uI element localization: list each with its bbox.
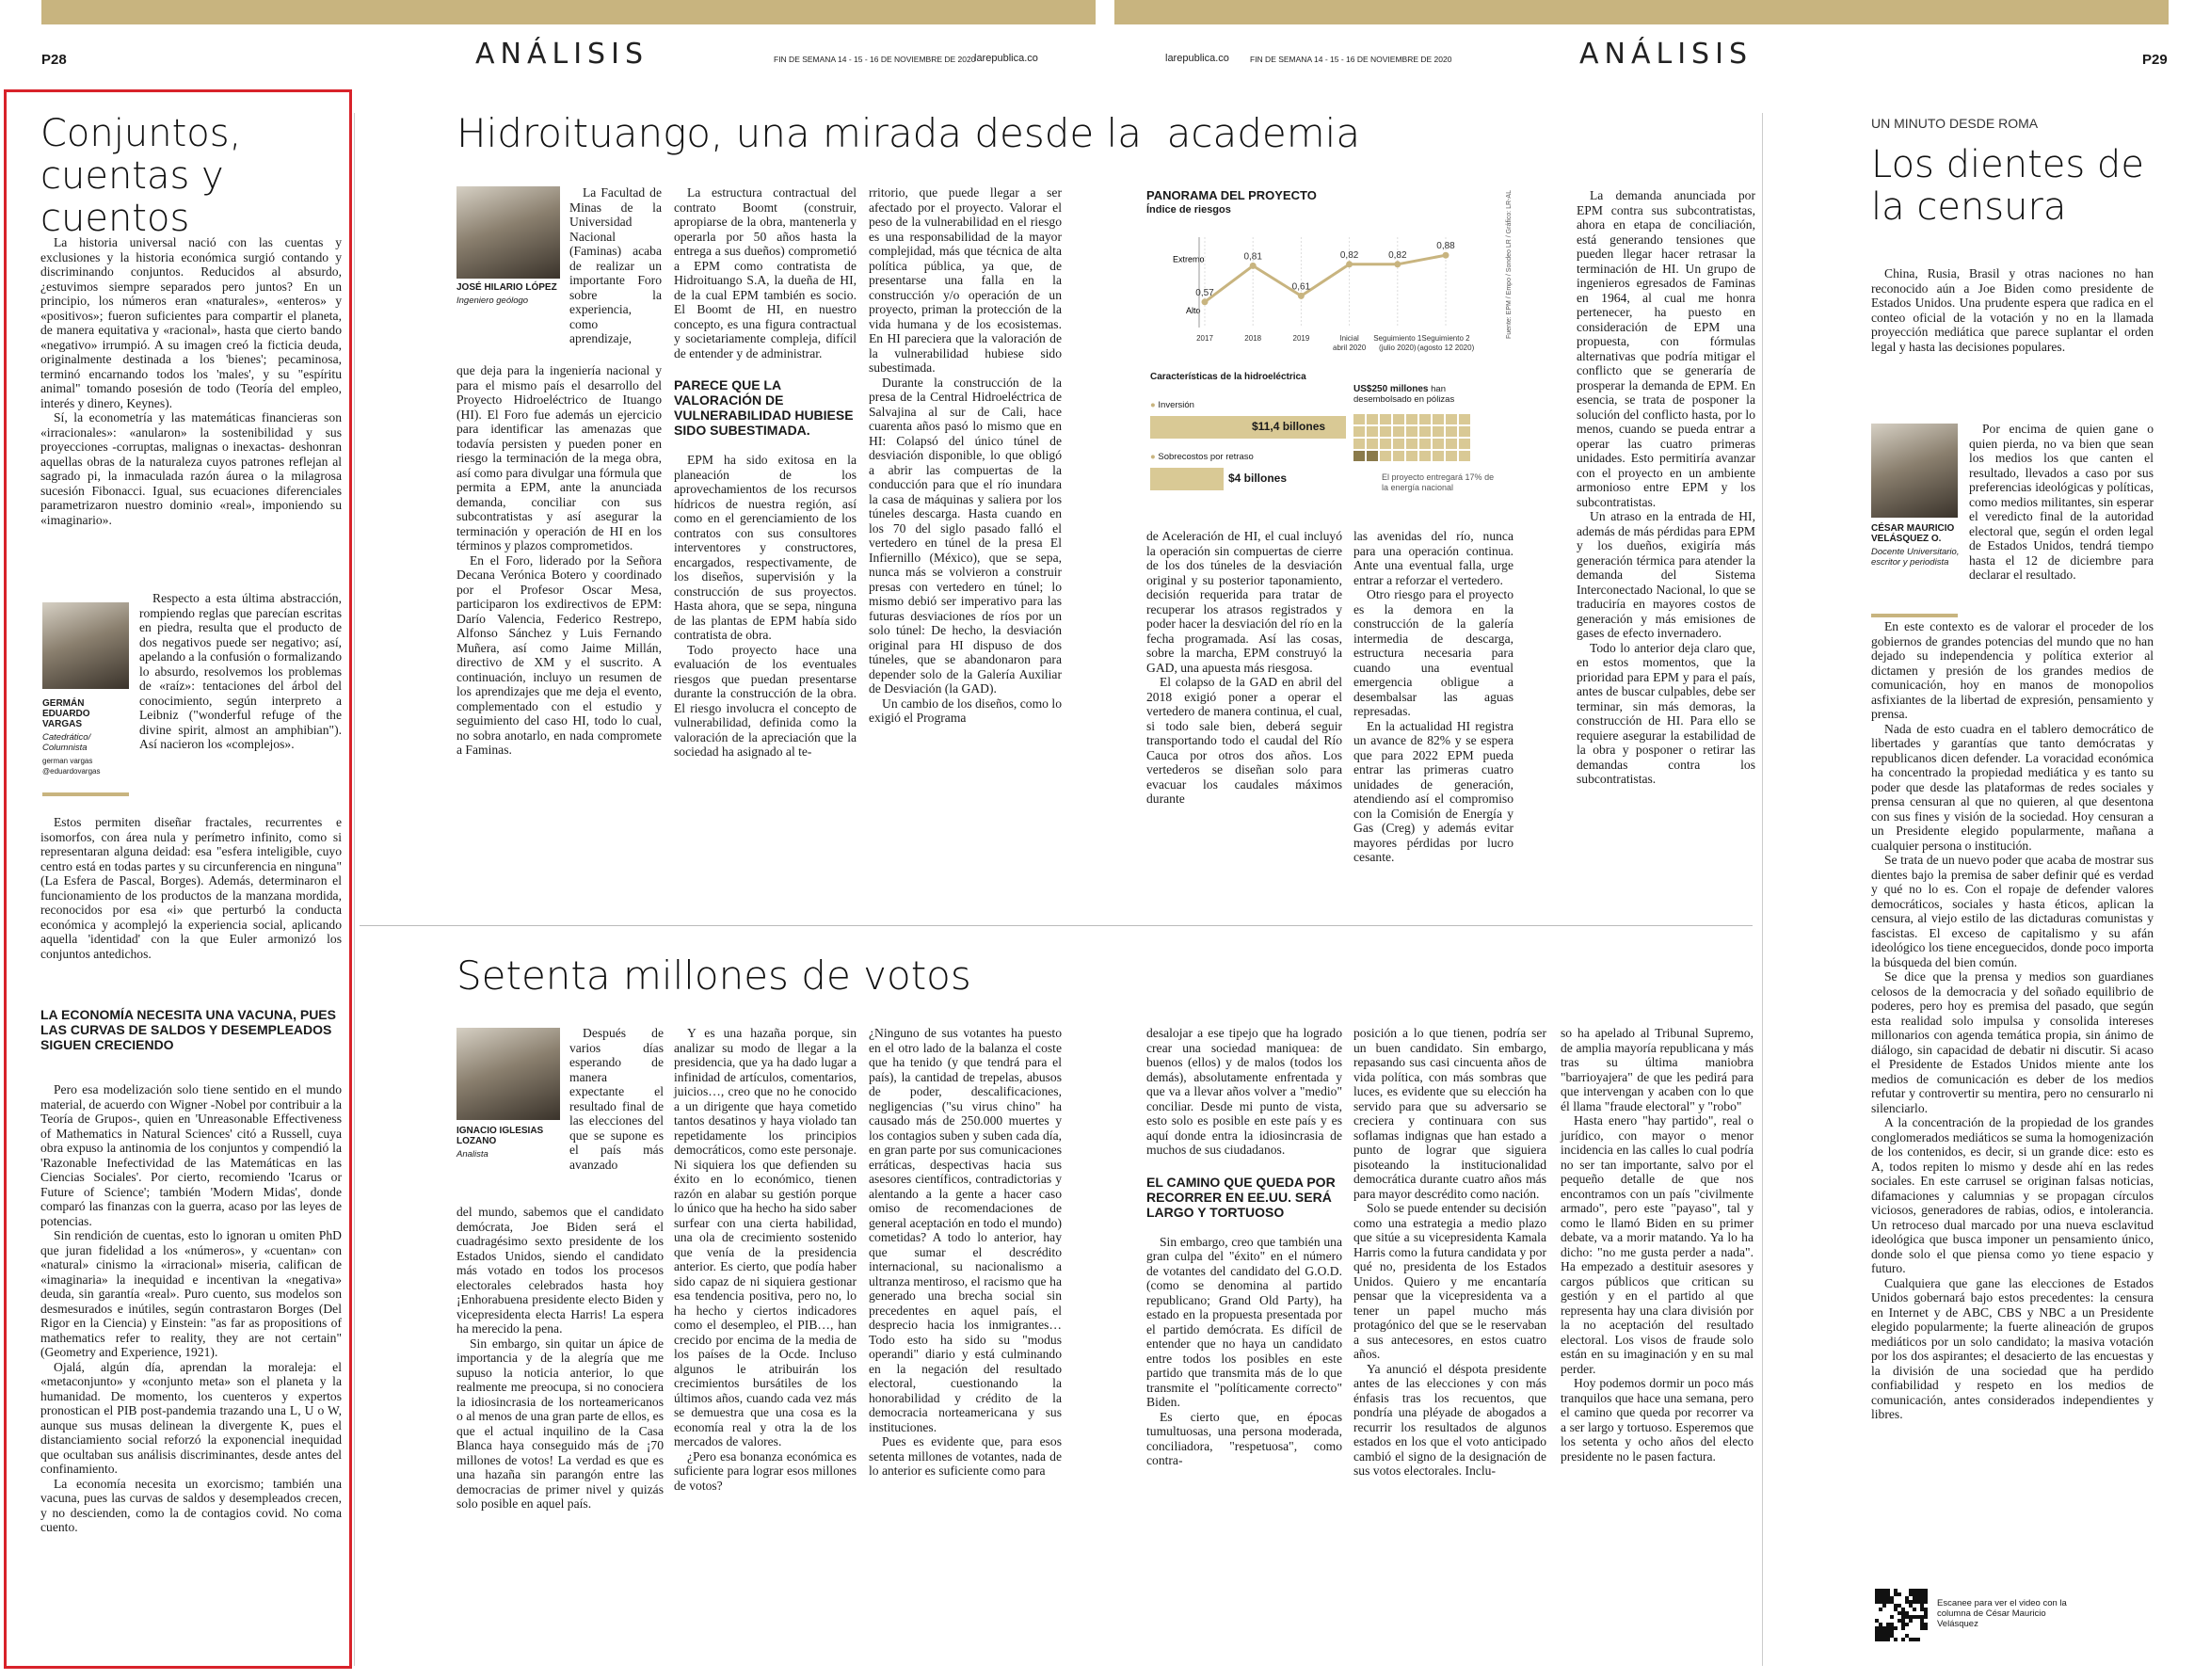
qr-cell: [1920, 1626, 1924, 1630]
energy-cell: [1367, 439, 1378, 449]
paragraph: del mundo, sabemos que el candidato demócrata, Joe Biden será el cuadragésimo sexto presidente de los Estados Unidos, siendo el candidato más votado en todos los procesos electorales celebrados hasta hoy ¡Enhorabuena presidente electo Biden y vicepresidenta electa Harris! La espera ha merecido la pena.: [456, 1205, 664, 1336]
energy-cell: [1419, 414, 1431, 424]
issue-date-right: FIN DE SEMANA 14 - 15 - 16 DE NOVIEMBRE DE 2020: [1250, 55, 1452, 64]
qr-cell: [1875, 1634, 1879, 1638]
paragraph: Todo proyecto hace una evaluación de los eventuales riesgos que puedan presentarse durante la construcción de la obra. El riesgo involucra el concepto de vulnerabilidad, definida como la valoración de la apreciación que la sociedad ha asignado al te-: [674, 642, 857, 759]
paragraph: Respecto a esta última abstracción, rompiendo reglas que parecían escritas en piedra, resulta que el producto de dos negativos puede ser negativo; así, apelando a la confusión o formalizando lo absurdo, resolvemos los problemas de «raíz»: tentaciones del árbol del conocimiento, según interpreto a Leibniz ("wonderful refuge of the divine spirit, almost an amphibian"). Así nacieron los «complejos».: [139, 591, 342, 751]
qr-cell: [1886, 1596, 1890, 1600]
energy-cell: [1393, 426, 1404, 437]
paragraph: La Facultad de Minas de la Universidad Nacional (Faminas) acaba de realizar un importante Foro sobre la experiencia, como aprendizaje,: [569, 185, 662, 345]
qr-cell: [1875, 1619, 1879, 1623]
qr-cell: [1898, 1611, 1901, 1615]
paragraph: Y es una hazaña porque, sin analizar su modo de llegar a la presidencia, que ya ha dado lugar a infinidad de artículos, comentarios, juicios…, creo que no he conocido a un dirigente que haya cometido tantos desatinos y haya violado tan repetidamente los principios democráticos, como este personaje. Ni siquiera los que defienden su éxito en lo económico, tienen razón en alabar su gestión porque lo único que ha hecho ha sido saber surfear con una cierta habilidad, una ola de crecimiento sostenido que venía de la presidencia anterior. Es cierto, que podía haber sido capaz de ni siquiera gestionar esa tendencia positiva, pero no, lo ha hecho y ciertos indicadores como el desempleo, el PIB…, han crecido por encima de la media de los países de la Ocde. Incluso algunos le atribuirán los crecimientos bursátiles de los últimos años, cuando cada vez más se demuestra que una cosa es la economía real y otra la de los mercados de valores.: [674, 1026, 857, 1448]
qr-cell: [1905, 1623, 1909, 1626]
qr-cell: [1916, 1596, 1920, 1600]
author-photo: [456, 1028, 560, 1120]
qr-cell: [1913, 1608, 1916, 1611]
author-role: Analista: [456, 1149, 488, 1160]
qr-cell: [1875, 1592, 1879, 1596]
energy-cell: [1419, 439, 1431, 449]
qr-cell: [1879, 1596, 1882, 1600]
qr-cell: [1913, 1589, 1916, 1592]
energy-cell: [1446, 439, 1457, 449]
author-name: JOSÉ HILARIO LÓPEZ: [456, 282, 557, 293]
column-body-bottom: [40, 1082, 342, 1645]
paragraph: Solo se puede entender su decisión como una estrategia a medio plazo que sitúe a su vicepresidenta Kamala Harris como la futura candidata y por qué no, presidenta de los Estados Unidos. Quiero y me encantaría pensar que la vicepresidenta va a tener un papel mucho más protagónico del que se le reservaban a sus antecesores, en estos cuatro años.: [1353, 1201, 1546, 1361]
qr-cell: [1924, 1623, 1928, 1626]
qr-cell: [1882, 1592, 1886, 1596]
qr-cell: [1916, 1615, 1920, 1619]
article-column-3: [869, 185, 1062, 903]
qr-cell: [1886, 1600, 1890, 1604]
polizas-text: [1353, 384, 1476, 405]
qr-cell: [1909, 1604, 1913, 1608]
qr-cell: [1924, 1626, 1928, 1630]
column-body-top: [1871, 266, 2154, 422]
paragraph: La estructura contractual del contrato Boomt (construir, apropiarse de la obra, mantenerla y operarla por 50 años hasta la entrega a sus dueños) comprometió a EPM como contratista de Hidroituango S.A, la dueña de HI, de la cual EPM también es socio. El Boomt de HI, en nuestro concepto, es una figura contractual y societariamente compleja, difícil de entender y de administrar.: [674, 185, 857, 360]
chars-title: Características de la hidroeléctrica: [1150, 372, 1306, 382]
paragraph: Otro riesgo para el proyecto es la demora en la construcción de la galería intermedia de descarga, estructura necesaria para cuando una eventual emergencia obligue a desembalsar las aguas represadas.: [1353, 587, 1513, 718]
qr-cell: [1882, 1626, 1886, 1630]
qr-cell: [1905, 1615, 1909, 1619]
qr-cell: [1890, 1596, 1894, 1600]
qr-cell: [1875, 1600, 1879, 1604]
energy-cell: [1419, 426, 1431, 437]
tick-label: Seguimiento 1 (julio 2020): [1373, 334, 1422, 352]
paragraph: Se trata de un nuevo poder que acaba de mostrar sus dientes bajo la premisa de saber definir qué es verdad y qué no lo es. Con el ropaje de defender valores democráticos, sociales y hasta éticos, aplican la censura, al viejo estilo de las dictaduras comunistas y fascistas. El exceso de capitalismo y su afán ideológico los tiene enceguecidos, donde poco importa la búsqueda del bien común.: [1871, 853, 2154, 969]
qr-cell: [1924, 1596, 1928, 1600]
qr-cell: [1920, 1623, 1924, 1626]
paragraph: Se dice que la prensa y medios son guardianes celosos de la democracia y del soñado equilibrio de poderes, pero hoy es premisa del pasado, que según esta realidad solo impulsa y consolida intereses millonarios con agenda temática propia, sin ánimo de diálogo, sin capacidad de debatir ni discutir. Si acaso el Presidente de Estados Unidos miente ante los medios de comunicación es deber de los medios refutar y controvertir su mentira, pero no censurarlo ni silenciarlo.: [1871, 969, 2154, 1115]
paragraph: de Aceleración de HI, el cual incluyó la operación sin compuertas de cierre de los dos túneles de la desviación original y su posterior taponamiento, decisión requerida para tratar de recuperar los atrasos registrados y poder hacer la desviación del río en la fecha programada. Así las cosas, sobre la marcha, EPM construyó la GAD, una apuesta más riesgosa.: [1146, 529, 1342, 675]
qr-cell: [1882, 1638, 1886, 1641]
paragraph: Sin rendición de cuentas, esto lo ignoran u omiten PhD que juran fidelidad a los «números», y «cuentan» con «natural» cinismo la «irracional» miseria, califican de «imaginaria» la inequidad e incentivan la «negativa» deuda, sin garantía «real». Puro cuento, sus modelos son desmesurados e inútiles, según contrastaron Borges (Del Rigor en la Ciencia) y Einstein: "as far as propositions of mathematics refer to reality, they are not certain" (Geometry and Experience, 1921).: [40, 1228, 342, 1359]
author-handle: german vargas @eduardovargas: [42, 757, 101, 776]
qr-cell: [1890, 1615, 1894, 1619]
qr-cell: [1924, 1589, 1928, 1592]
energy-cell: [1459, 439, 1470, 449]
qr-cell: [1920, 1600, 1924, 1604]
energy-cell: [1353, 451, 1365, 461]
article-column-5: [1353, 1026, 1546, 1647]
qr-cell: [1886, 1630, 1890, 1634]
column-kicker: UN MINUTO DESDE ROMA: [1871, 116, 2039, 131]
qr-cell: [1905, 1634, 1909, 1638]
data-point: [1250, 263, 1257, 269]
overcost-value: $4 billones: [1228, 472, 1288, 485]
qr-cell: [1916, 1592, 1920, 1596]
qr-cell: [1924, 1592, 1928, 1596]
qr-code-icon[interactable]: [1875, 1589, 1928, 1641]
qr-cell: [1920, 1604, 1924, 1608]
energy-cell: [1406, 439, 1417, 449]
qr-cell: [1886, 1634, 1890, 1638]
energy-cell: [1393, 439, 1404, 449]
section-name-right: ANÁLISIS: [1579, 38, 1753, 71]
qr-cell: [1913, 1596, 1916, 1600]
paragraph: posición a lo que tienen, podría ser un buen candidato. Sin embargo, repasando sus casi cincuenta años de vida política, con más sombras que luces, es evidente que su elección ha servido para que su adversario se creciera y continuara con sus soflamas indignas que han estado a punto de lograr que siguiera pisoteando la institucionalidad democrática durante cuatro años más para mayor descrédito como nación.: [1353, 1026, 1546, 1201]
qr-cell: [1879, 1600, 1882, 1604]
paragraph: Hasta enero "hay partido", real o jurídico, con mayor o menor incidencia en las calles lo cual podría no ser tan importante, salvo por el pequeño detalle de que nos encontramos con un país "civilmente armado", pero este "payaso", tal y como le llamó Biden en su primer debate, va a morir matando. Ya lo ha dicho: "no me gusta perder a nada". Ha empezado a destituir asesores y cargos públicos que critican su gestión y en el partido al que representa hay una clara división por la no aceptación del resultado electoral. Los visos de fraude solo están en su imaginación y en su mal perder.: [1561, 1113, 1754, 1376]
qr-cell: [1916, 1638, 1920, 1641]
qr-caption: Escanee para ver el video con la columna de César Mauricio Velásquez: [1937, 1598, 2067, 1629]
qr-cell: [1890, 1600, 1894, 1604]
article-column-3: [869, 1026, 1062, 1647]
column-body-wrap: [1969, 422, 2154, 619]
energy-cell: [1393, 451, 1404, 461]
qr-cell: [1905, 1611, 1909, 1615]
article-column-6: [1561, 1026, 1754, 1647]
author-name: IGNACIO IGLESIAS LOZANO: [456, 1126, 544, 1146]
qr-cell: [1879, 1638, 1882, 1641]
tick-label: Inicial abril 2020: [1333, 334, 1367, 352]
energy-cell: [1446, 426, 1457, 437]
qr-cell: [1890, 1623, 1894, 1626]
article-column-2: [674, 185, 857, 903]
energy-cell: [1353, 439, 1365, 449]
author-photo: [456, 186, 560, 279]
qr-cell: [1920, 1592, 1924, 1596]
energy-cell: [1433, 451, 1444, 461]
page-number-left: P28: [41, 52, 67, 68]
qr-cell: [1882, 1634, 1886, 1638]
data-point: [1443, 252, 1449, 259]
energy-cell: [1406, 414, 1417, 424]
tick-label: 2019: [1292, 334, 1310, 343]
data-label: 0,88: [1436, 241, 1455, 252]
site-url-left: larepublica.co: [974, 53, 1038, 64]
article-column-1: [456, 1205, 664, 1647]
paragraph: En la actualidad HI registra un avance de 82% y se espera que para 2022 EPM pueda entrar las primeras cuatro unidades de generación, atendiendo así el compromiso con la Comisión de Energía y Gas (Creg) y además evitar mayores pérdidas por lucro cesante.: [1353, 718, 1513, 864]
qr-cell: [1913, 1615, 1916, 1619]
energy-cell: [1433, 414, 1444, 424]
qr-cell: [1894, 1626, 1898, 1630]
qr-cell: [1894, 1608, 1898, 1611]
qr-cell: [1901, 1638, 1905, 1641]
column-subhead: LA ECONOMÍA NECESITA UNA VACUNA, PUES LAS CURVAS DE SALDOS Y DESEMPLEADOS SIGUEN CRECIENDO: [40, 1007, 336, 1052]
qr-cell: [1875, 1630, 1879, 1634]
qr-cell: [1879, 1623, 1882, 1626]
energy-cell: [1446, 414, 1457, 424]
paragraph: Pues es evidente que, para esos setenta millones de votantes, nada de lo anterior es suficiente como para: [869, 1434, 1062, 1478]
paragraph: Sin embargo, creo que también una gran culpa del "éxito" en el número de votantes del candidato del G.O.D. (como se denomina al partido republicano; Grand Old Party), ha estado en la propuesta presentada por el partido demócrata. Es difícil de entender que no haya un candidato entre todos los posibles en este partido que transmita más de lo que transmite el "políticamente correcto" Biden.: [1146, 1234, 1342, 1409]
paragraph: La demanda anunciada por EPM contra sus subcontratistas, ahora en etapa de conciliación, está generando tensiones que pueden llegar hacer retrasar la terminación de HI. Un grupo de ingenieros egresados de Faminas en 1964, al cual me honra pertenecer, ha puesto en consideración de EPM una propuesta, con fórmulas alternativas que podría mitigar el conflicto que se generaría de prosperar la demanda de EPM. En esencia, se trata de posponer la solución del conflicto hasta, por lo menos, cuando se pueda entrar a operar las cuatro primeras unidades. Esto permitiría avanzar con el proyecto en un ambiente armonioso entre EPM y los subcontratistas.: [1577, 188, 1755, 509]
energy-cell: [1406, 451, 1417, 461]
energy-grid: [1353, 414, 1476, 467]
qr-cell: [1875, 1596, 1879, 1600]
qr-cell: [1882, 1630, 1886, 1634]
qr-cell: [1894, 1604, 1898, 1608]
data-label: 0,82: [1388, 249, 1407, 261]
tick-label: 2017: [1196, 334, 1213, 343]
energy-cell: [1446, 451, 1457, 461]
qr-cell: [1879, 1608, 1882, 1611]
energy-cell: [1353, 414, 1365, 424]
qr-cell: [1901, 1626, 1905, 1630]
author-byline: [42, 698, 132, 776]
article-column-4: [1146, 529, 1342, 904]
author-photo: [1871, 424, 1958, 518]
infographic-source: Fuente: EPM / Empo / Sondeo LR / Gráfico: LR-AL: [1506, 190, 1513, 339]
qr-cell: [1890, 1634, 1894, 1638]
paragraph: Ya anunció el déspota presidente antes de las elecciones y con más énfasis tras los recuentos, que pondría una pléyade de abogados a recurrir los resultados de algunos estados en los que el voto anticipado cambió el signo de la designación de sus votos electorales. Inclu-: [1353, 1361, 1546, 1478]
qr-cell: [1901, 1623, 1905, 1626]
qr-cell: [1898, 1592, 1901, 1596]
qr-cell: [1924, 1611, 1928, 1615]
data-point: [1346, 261, 1353, 267]
data-label: 0,57: [1195, 287, 1214, 298]
qr-cell: [1913, 1592, 1916, 1596]
qr-cell: [1875, 1626, 1879, 1630]
energy-cell: [1459, 426, 1470, 437]
energy-cell: [1367, 414, 1378, 424]
author-role: Catedrático/ Columnista: [42, 732, 91, 753]
qr-cell: [1916, 1589, 1920, 1592]
qr-cell: [1875, 1638, 1879, 1641]
paragraph: Hoy podemos dormir un poco más tranquilos que hace una semana, pero el camino que queda por recorrer va a ser largo y tortuoso. Esperemos que los setenta y ocho años del electo presidente no le pasen factura.: [1561, 1376, 1754, 1464]
qr-cell: [1890, 1626, 1894, 1630]
data-label: 0,61: [1291, 281, 1311, 293]
paragraph: que deja para la ingeniería nacional y para el mismo país el desarrollo del Proyecto Hidroeléctrico de Ituango (HI). El Foro fue además un ejercicio para identificar las amenazas que todavía persisten y pueden poner en riesgo la terminación de la mega obra, así como para divulgar una fórmula que permita a EPM, ante la anunciada demanda, conciliar con sus subcontratistas y así asegurar la terminación y operación de HI en los términos y plazos comprometidos.: [456, 363, 662, 552]
data-label: 0,81: [1243, 251, 1262, 263]
qr-cell: [1920, 1619, 1924, 1623]
qr-cell: [1901, 1611, 1905, 1615]
energy-cell: [1353, 426, 1365, 437]
author-role: Ingeniero geólogo: [456, 296, 529, 306]
paragraph: Estos permiten diseñar fractales, recurrentes e isomorfos, con área nula y perímetro infinito, como si representaran alguna deidad: esa "esfera inteligible, cuyo centro está en todas partes y su circunferencia en ninguna" (La Esfera de Pascal, Borges). Además, determinaron el funcionamiento de los productos de la manzana mordida, reconocidos por esa «i» que perturbó la conducta económica y acomplejó la experiencia social, aplicando aquella 'identidad' con la que Euler armonizó los conjuntos antedichos.: [40, 815, 342, 961]
qr-cell: [1924, 1608, 1928, 1611]
qr-cell: [1875, 1589, 1879, 1592]
qr-cell: [1913, 1638, 1916, 1641]
article-body-wrap: [569, 1026, 664, 1201]
article-column-5: [1353, 529, 1513, 904]
energy-cell: [1380, 451, 1391, 461]
paragraph: El colapso de la GAD en abril del 2018 exigió poner a operar el vertedero de manera continua, el cual, si todo sale bien, deberá seguir transportando todo el caudal del Río Cauca por otros dos años. Los vertederos se diseñan solo para evacuar los caudales máximos durante: [1146, 675, 1342, 806]
energy-note: El proyecto entregará 17% de la energía nacional: [1382, 472, 1495, 492]
investment-value: $11,4 billones: [1252, 420, 1326, 433]
qr-cell: [1898, 1619, 1901, 1623]
paragraph: Un atraso en la entrada de HI, además de más pérdidas para EPM y los dueños, exigiría más generación térmica para atender la demanda del Sistema Interconectado Nacional, lo que se traduciría en mayores costos de generación y más emisiones de gases de efecto invernadero.: [1577, 509, 1755, 640]
column-body-wrap: [139, 591, 342, 809]
qr-cell: [1894, 1589, 1898, 1592]
qr-cell: [1905, 1600, 1909, 1604]
column-divider: [354, 113, 355, 1666]
qr-cell: [1894, 1638, 1898, 1641]
column-body-top: [40, 235, 342, 593]
data-point: [1202, 298, 1209, 305]
paragraph: Nada de esto cuadra en el tablero democrático de libertades y garantías que tanto demócratas y republicanos dicen defender. La voracidad económica ha concentrado la propiedad mediática y es tanto su poder que desde las plataformas de redes sociales y prensa censuran al que no quieren, al que desentona con sus fines y visión de la sociedad. Hoy censuran a un Presidente elegido popularmente, mañana a cualquier persona o institución.: [1871, 721, 2154, 853]
overcost-bar: [1150, 468, 1224, 490]
qr-cell: [1909, 1589, 1913, 1592]
qr-cell: [1882, 1589, 1886, 1592]
polizas-amount: US$250 millones: [1353, 384, 1429, 394]
energy-cell: [1367, 451, 1378, 461]
article-title-votos: Setenta millones de votos: [456, 952, 971, 999]
qr-cell: [1879, 1592, 1882, 1596]
y-axis-label: Alto: [1186, 305, 1201, 315]
qr-cell: [1882, 1600, 1886, 1604]
paragraph: Sin embargo, sin quitar un ápice de importancia y de la alegría que me supuso la noticia anterior, lo que realmente me preocupa, si no conociera la idiosincrasia de los norteamericanos o al menos de una gran parte de ellos, es que el actual inquilino de la Casa Blanca haya conseguido más de ¡70 millones de votos! La verdad es que es una hazaña sin parangón entre las democracias de primer nivel y quizás solo posible en aquel país.: [456, 1336, 664, 1511]
paragraph: Ojalá, algún día, aprendan la moraleja: el «metaconjunto» y «conjunto meta» son el planeta y la humanidad. De momento, los cuenteros y expertos pronostican el PIB post-pandemia trazando una L, U o W, aunque sus musas delinean la divergente K, pues el distanciamiento social reforzó la exponencial inequidad que ocultaban sus análisis discriminantes, desde antes del confinamiento.: [40, 1359, 342, 1476]
energy-cell: [1433, 439, 1444, 449]
energy-cell: [1433, 426, 1444, 437]
paragraph: ¿Ninguno de sus votantes ha puesto en el otro lado de la balanza el coste que ha tenido (y que tendrá para el país), la cantidad de trepelas, abusos de poder, descalificaciones, negligencias ("su virus chino" ha causado más de 250.000 muertes y los contagios suben y suben cada día, en gran parte por sus comunicaciones erráticas, despectivas hacia sus asesores científicos, contradictorias y alentando a la gente a hacer caso omiso de recomendaciones de general aceptación en todo el mundo) cometidas? A todo lo anterior, hay que sumar el descrédito internacional, su nacionalismo a ultranza mentiroso, el racismo que ha generado una brecha social sin precedentes en aquel país, el desprecio hacia los inmigrantes… Todo esto ha sido su "modus operandi" diario y está culminando en la negación del resultado electoral, cuestionando la honorabilidad y crédito de la democracia norteamericana y sus instituciones.: [869, 1026, 1062, 1434]
energy-cell: [1380, 439, 1391, 449]
qr-cell: [1913, 1600, 1916, 1604]
author-role: Docente Universitario, escritor y periodista: [1871, 547, 1960, 568]
author-name: CÉSAR MAURICIO VELÁSQUEZ O.: [1871, 523, 1955, 544]
byline-rule: [1871, 614, 1958, 617]
infographic-characteristics: [1150, 372, 1320, 382]
energy-cell: [1367, 426, 1378, 437]
tick-label: Seguimiento 2 (agosto 12 2020): [1417, 334, 1475, 352]
qr-cell: [1886, 1626, 1890, 1630]
qr-cell: [1916, 1600, 1920, 1604]
top-bar-left: [41, 0, 1096, 24]
qr-cell: [1879, 1634, 1882, 1638]
overcost-label: ● Sobrecostos por retraso: [1150, 452, 1254, 462]
qr-cell: [1909, 1592, 1913, 1596]
qr-cell: [1924, 1615, 1928, 1619]
column-divider: [1762, 113, 1763, 1666]
paragraph: Sí, la econometría y las matemáticas financieras son «irracionales»: «anularon» la sostenibilidad y sus proyecciones -corruptas, malignas o inexactas- deshonran aquellas obras de la naturaleza cuyos patrones reflejan al sagrado pi, la inmaculada razón áurea o la milagrosa sucesión Fibonacci. Igual, sus ecuaciones diferenciales parametrizaron nuestro dominio «real», imponiendo su «imaginario».: [40, 410, 342, 527]
article-subhead: EL CAMINO QUE QUEDA POR RECORRER EN EE.UU. SERÁ LARGO Y TORTUOSO: [1146, 1174, 1336, 1220]
paragraph: rritorio, que puede llegar a ser afectado por el proyecto. Valorar el peso de la vulnerabilidad en el riesgo es una responsabilidad de la mayor complejidad, más que técnica de alta política pública, ya que, de presentarse una falla en la construcción y/o operación de un proyecto, priman la protección de la vida humana y de los ecosistemas. En HI pareciera que la valoración de la vulnerabilidad hubiese sido subestimada.: [869, 185, 1062, 375]
paragraph: En este contexto es de valorar el proceder de los gobiernos de grandes potencias del mundo que no han dejado su independencia y política exterior al dictamen y presión de los grandes medios de comunicación, hoy en manos de monopolios asfixiantes de la libertad de expresión, pensamiento y prensa.: [1871, 619, 2154, 721]
paragraph: Después de varios días esperando de manera expectante el resultado final de las elecciones del que se supone es el país más avanzado: [569, 1026, 664, 1172]
qr-cell: [1924, 1600, 1928, 1604]
qr-cell: [1920, 1615, 1924, 1619]
paragraph: China, Rusia, Brasil y otras naciones no han reconocido aún a Joe Biden como presidente de Estados Unidos. Una prudente espera que radica en el conteo oficial de la votación y no en la llamada proyección mediática que parece suplantar el orden legal y hasta las decisiones populares.: [1871, 266, 2154, 354]
author-byline: [456, 282, 560, 306]
energy-cell: [1406, 426, 1417, 437]
energy-cell: [1459, 414, 1470, 424]
top-bar-right: [1114, 0, 2169, 24]
energy-cell: [1393, 414, 1404, 424]
author-byline: [1871, 523, 1961, 568]
section-name-left: ANÁLISIS: [475, 38, 649, 71]
qr-cell: [1909, 1615, 1913, 1619]
page-number-right: P29: [2142, 52, 2168, 68]
paragraph: Pero esa modelización solo tiene sentido en el mundo material, de acuerdo con Wigner -Nobel por contribuir a la Teoría de Grupos-, quien en 'Unreasonable Effectiveness of Mathematics in Natural Sciences' citó a Russell, cuya obra expuso la antinomia de los conjuntos y compendió la 'Razonable Inefectividad de las Matemáticas en las Ciencias Sociales'. Por cierto, recomiendo 'Icarus or Future of Science'; también 'Modern Midas', donde comparó las finanzas con la guerra, acaso por las leyes de potencias.: [40, 1082, 342, 1228]
byline-rule: [42, 792, 129, 796]
article-title-hidroituango: Hidroituango, una mirada desde la academia: [456, 110, 1361, 156]
infographic-title: PANORAMA DEL PROYECTO: [1146, 188, 1317, 202]
author-photo: [42, 602, 129, 689]
qr-cell: [1890, 1630, 1894, 1634]
paragraph: Cualquiera que gane las elecciones de Estados Unidos gobernará bajo estos precedentes: la censura en Internet y de ABC, CBS y NBC a un Presidente elegido popularmente; la fuerte alineación de grupos mediáticos por un solo candidato; la masiva votación por los dos aspirantes; el desacierto de las encuestas y la división de una sociedad que ha perdido confiabilidad y respeto en los medios de comunicación, antes considerados independientes y libres.: [1871, 1275, 2154, 1421]
article-divider: [360, 925, 1753, 926]
paragraph: las avenidas del río, nunca para una operación continua. Ante una eventual falla, urge entrar a reforzar el vertedero.: [1353, 529, 1513, 587]
qr-cell: [1901, 1619, 1905, 1623]
energy-cell: [1380, 426, 1391, 437]
paragraph: La historia universal nació con las cuentas y exclusiones y la historia económica surgió contando y discriminando conjuntos. Reducidos al absurdo, ¿estuvimos siempre separados pero juntos? En un principio, los números eran «naturales», «enteros» y «positivos»; fueron suficientes para compartir el planeta, de manera equitativa y «racional», hasta que cierto bando «negativo» irrumpió. A su imagen creó la ficticia deuda, originalmente destinada a los 'bienes'; pecaminosa, terminó encarnando todos los 'males', y su "espíritu animal" tomando posesión de todo (Teoría del empleo, interés y dinero, Keynes).: [40, 235, 342, 410]
qr-cell: [1898, 1604, 1901, 1608]
paragraph: so ha apelado al Tribunal Supremo, de amplia mayoría republicana y más tras su última maniobra "barrioyajera" de que les pedirá para que intervengan y acaben con lo que él llama "fraude electoral" y "robo": [1561, 1026, 1754, 1113]
qr-cell: [1920, 1596, 1924, 1600]
paragraph: desalojar a ese tipejo que ha logrado crear una sociedad maniquea: de buenos (ellos) y de malos (todos los demás), absolutamente enfrentada y que va a llevar años volver a "medio" conciliar. Desde mi punto de vista, esto solo es posible en este país y es aquí donde entra la idiosincrasia de muchos de sus ciudadanos.: [1146, 1026, 1342, 1157]
paragraph: Es cierto que, en épocas tumultuosas, una persona moderada, conciliadora, "respetuosa", como contra-: [1146, 1409, 1342, 1467]
qr-cell: [1879, 1626, 1882, 1630]
article-subhead: PARECE QUE LA VALORACIÓN DE VULNERABILIDAD HUBIESE SIDO SUBESTIMADA.: [674, 377, 854, 438]
site-url-right: larepublica.co: [1165, 53, 1229, 64]
qr-cell: [1920, 1589, 1924, 1592]
qr-cell: [1882, 1604, 1886, 1608]
qr-cell: [1901, 1608, 1905, 1611]
data-label: 0,82: [1339, 249, 1359, 261]
article-column-6: [1577, 188, 1755, 904]
energy-cell: [1419, 451, 1431, 461]
column-title: Conjuntos, cuentas y cuentos: [40, 112, 242, 240]
tick-label: 2018: [1244, 334, 1262, 343]
paragraph: Durante la construcción de la presa de la Central Hidroeléctrica de Salvajina al sur de Cali, hace cuarenta años pasó lo mismo que en HI: Colapsó del único túnel de desviación disponible, lo que obligó a abrir las compuertas de la conducción para que el río inundara la casa de máquinas y saliera por los túneles descarga. Hasta cuando en los 70 del siglo pasado falló el vertedero en túnel de la presa El Infiernillo (México), que se sepa, nunca más se volvieron a construir presas con vertedero en túnel; lo mismo debió ser imperativo para las futuras desviaciones de ríos por un solo túnel: De hecho, la desviación original para HI dispuso de dos túneles, que se abandonaron para depender solo de la Galería Auxiliar de Desviación (la GAD).: [869, 375, 1062, 696]
data-point: [1298, 293, 1305, 299]
qr-cell: [1886, 1638, 1890, 1641]
qr-cell: [1905, 1596, 1909, 1600]
article-column-2: [674, 1026, 857, 1647]
issue-date-left: FIN DE SEMANA 14 - 15 - 16 DE NOVIEMBRE DE 2020: [774, 55, 976, 64]
paragraph: EPM ha sido exitosa en la planeación de los aprovechamientos de los recursos hídricos de nuestra región, así como en el gerenciamiento de los contratos con sus consultores interventores y constructores, encargados, respectivamente, de los diseños, supervisión y la construcción de sus proyectos. Hasta ahora, que se sepa, ninguna de las plantas de EPM había sido contratista de obra.: [674, 453, 857, 642]
paragraph: La economía necesita un exorcismo; también una vacuna, pues las curvas de saldos y desempleados crecen, y no descienden, como la de contagios covid. No coma cuento.: [40, 1476, 342, 1534]
data-point: [1394, 261, 1401, 267]
investment-label: ● Inversión: [1150, 400, 1194, 410]
paragraph: Un cambio de los diseños, como lo exigió el Programa: [869, 696, 1062, 725]
polizas-label: han desembolsado en pólizas: [1353, 384, 1455, 405]
qr-cell: [1879, 1630, 1882, 1634]
qr-cell: [1901, 1615, 1905, 1619]
column-body-mid: [40, 815, 342, 994]
series-line: [1205, 255, 1446, 302]
energy-cell: [1380, 414, 1391, 424]
chart-title: Índice de riesgos: [1146, 204, 1231, 216]
qr-cell: [1886, 1589, 1890, 1592]
column-body-bottom: [1871, 619, 2154, 1560]
energy-cell: [1459, 451, 1470, 461]
paragraph: ¿Pero esa bonanza económica es suficiente para lograr esos millones de votos?: [674, 1448, 857, 1493]
qr-cell: [1886, 1592, 1890, 1596]
y-axis-label: Extremo: [1173, 254, 1205, 264]
qr-cell: [1909, 1600, 1913, 1604]
qr-cell: [1882, 1596, 1886, 1600]
risk-index-chart: [1146, 226, 1475, 367]
paragraph: En el Foro, liderado por la Señora Decana Verónica Botero y coordinado por el Profesor Oscar Mesa, participaron los exdirectivos de EPM: Darío Valencia, Federico Restrepo, Alfonso Sánchez y Luis Fernando Muñera, así como Jaime Millán, directivo de XM y el suscrito. A continuación, incluyo un resumen de los aprendizajes que me deja el evento, complementado con el estudio y seguimiento del caso HI, todo lo cual, no sobra anotarlo, en nada compromete a Faminas.: [456, 552, 662, 757]
paragraph: A la concentración de la propiedad de los grandes conglomerados mediáticos se suma la homogenización de los contenidos, es decir, si un grande dice: esto es A, todos repiten lo mismo y desde ahí en las redes sociales. En este carrusel se originan falsas noticias, difamaciones y calumnias y se propagan círculos viciosos, generadores de rabias, odios, e intolerancia. Un retroceso dual marcado por una nueva esclavitud ideológica que busca imponer un pensamiento único, donde solo el que piensa como yo tiene espacio y futuro.: [1871, 1115, 2154, 1275]
qr-cell: [1920, 1608, 1924, 1611]
qr-cell: [1909, 1638, 1913, 1641]
author-name: GERMÁN EDUARDO VARGAS: [42, 698, 90, 729]
qr-cell: [1909, 1619, 1913, 1623]
qr-cell: [1894, 1592, 1898, 1596]
author-byline: [456, 1126, 560, 1160]
qr-cell: [1879, 1589, 1882, 1592]
article-column-4: [1146, 1026, 1342, 1647]
paragraph: Por encima de quien gane o quien pierda, no va bien que sean los medios los que canten el resultado, llevados a caso por sus preferencias ideológicas y políticas, como medios militantes, sin esperar el veredicto final de la autoridad electoral que, según el orden legal de Estados Unidos, tendrá tiempo hasta el 12 de diciembre para declarar el resultado.: [1969, 422, 2154, 582]
column-title: Los dientes de la censura: [1871, 143, 2144, 229]
article-body-wrap: [569, 185, 662, 360]
article-column-1: [456, 363, 662, 902]
paragraph: Todo lo anterior deja claro que, en estos momentos, que la prioridad para EPM y para el país, antes de buscar culpables, debe ser terminar, sin más demoras, la construcción de HI. Para ello se requiere asegurar la estabilidad de la obra y posponer o retirar las demandas contra los subcontratistas.: [1577, 640, 1755, 786]
qr-cell: [1886, 1623, 1890, 1626]
